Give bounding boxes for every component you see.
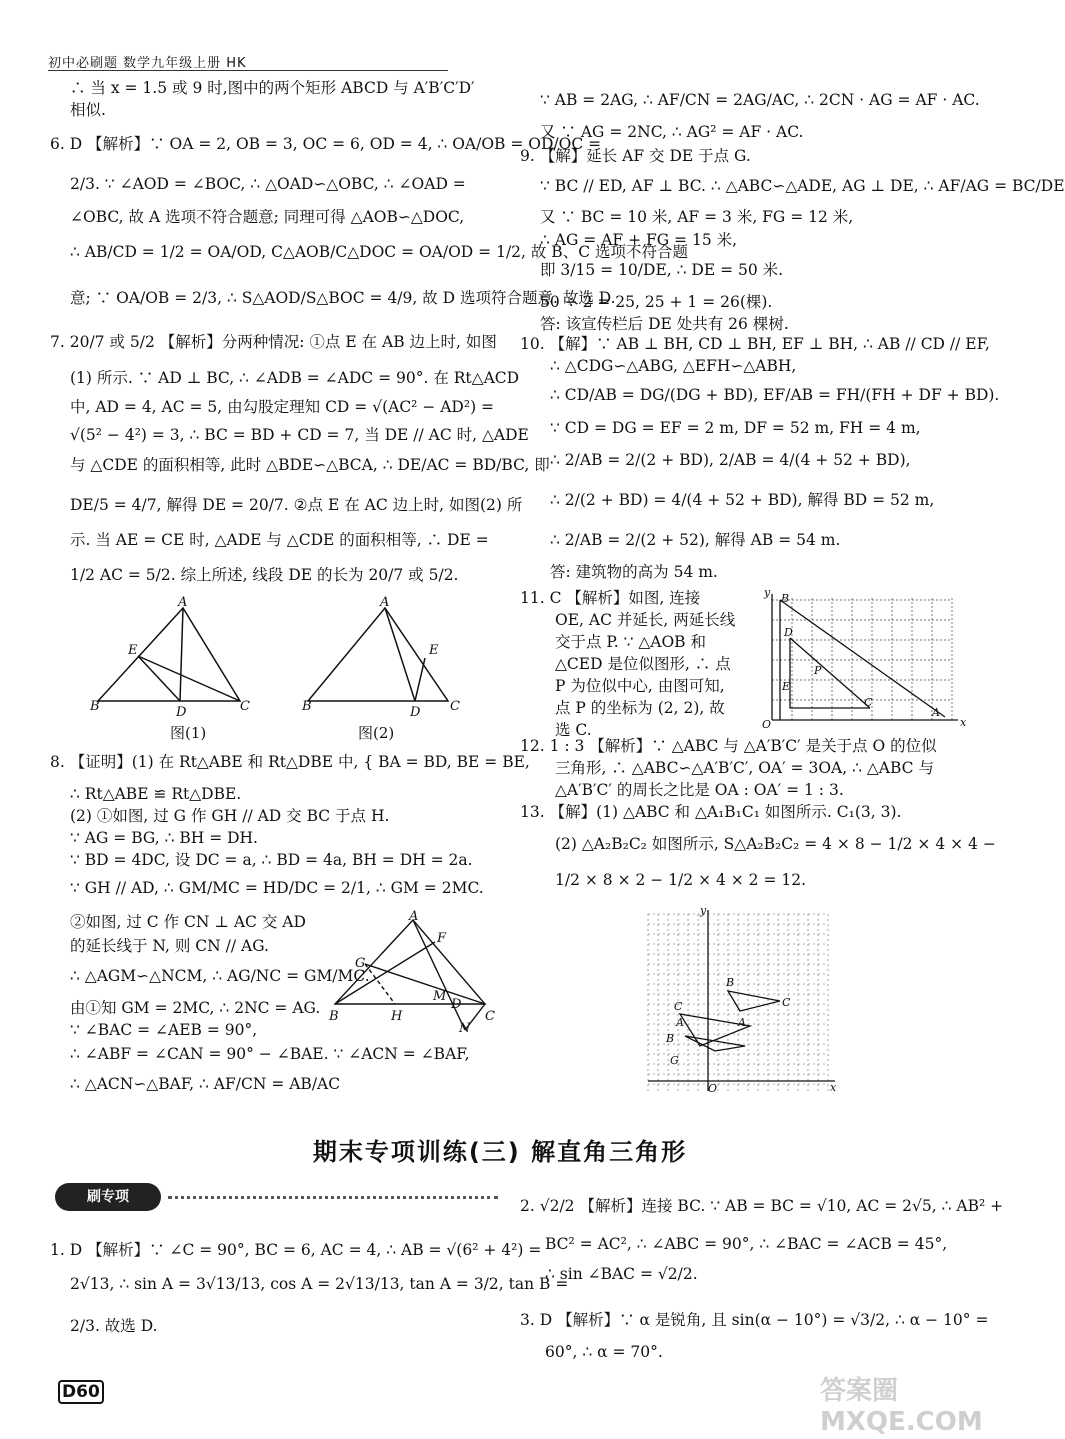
text-line: ∴ 当 x = 1.5 或 9 时,图中的两个矩形 ABCD 与 A′B′C′D′ (70, 79, 475, 97)
svg-text:C: C (240, 699, 250, 714)
svg-text:B: B (666, 1032, 675, 1045)
text-line: DE/5 = 4/7, 解得 DE = 20/7. ②点 E 在 AC 边上时, 如图(2) 所 (70, 496, 523, 514)
text-line: 60°, ∴ α = 70°. (545, 1343, 663, 1361)
text-line: ∴ AB/CD = 1/2 = OA/OD, C△AOB/C△DOC = OA/OD = 1/2, 故 B、C 选项不符合题 (70, 243, 688, 261)
svg-text:A: A (676, 1016, 684, 1029)
page-header: 初中必刷题 数学九年级上册 HK (48, 56, 247, 71)
svg-text:E: E (128, 643, 138, 658)
header-rule (48, 70, 448, 71)
text-line: 1. D 【解析】∵ ∠C = 90°, BC = 6, AC = 4, ∴ AB = √(6² + 4²) = (50, 1241, 542, 1259)
text-line: 6. D 【解析】∵ OA = 2, OB = 3, OC = 6, OD = 4, ∴ OA/OB = OD/OC = (50, 135, 602, 153)
text-line: ∴ 2/AB = 2/(2 + 52), 解得 AB = 54 m. (550, 531, 841, 549)
problem-8-figure (325, 909, 500, 1036)
svg-text:E: E (782, 680, 791, 693)
svg-text:P: P (814, 664, 822, 677)
svg-text:A: A (738, 1016, 746, 1029)
text-line: 2√13, ∴ sin A = 3√13/13, cos A = 2√13/13, tan A = 3/2, tan B = (70, 1275, 569, 1293)
text-line: BC² = AC², ∴ ∠ABC = 90°, ∴ ∠BAC = ∠ACB = 45°, (545, 1235, 948, 1253)
svg-text:C: C (782, 996, 791, 1009)
text-line: 又 ∵ BC = 10 米, AF = 3 米, FG = 12 米, (540, 208, 854, 226)
dotted-divider (168, 1196, 498, 1199)
text-line: ∵ BD = 4DC, 设 DC = a, ∴ BD = 4a, BH = DH = 2a. (70, 851, 473, 869)
text-line: 11. C 【解析】如图, 连接 (520, 589, 701, 607)
text-line: 点 P 的坐标为 (2, 2), 故 (555, 699, 725, 717)
svg-text:A: A (409, 909, 419, 924)
svg-text:M: M (433, 989, 447, 1004)
text-line: (2) ①如图, 过 G 作 GH // AD 交 BC 于点 H. (70, 807, 390, 825)
svg-text:x: x (960, 716, 967, 729)
svg-text:y: y (700, 904, 707, 917)
figure-caption: 图(2) (358, 724, 395, 742)
text-line: 相似. (70, 101, 106, 119)
text-line: 意; ∵ OA/OB = 2/3, ∴ S△AOD/S△BOC = 4/9, 故 D 选项符合题意. 故选 D. (70, 289, 616, 307)
figure-caption: 图(1) (170, 724, 207, 742)
text-line: OE, AC 并延长, 两延长线 (555, 611, 736, 629)
text-line: 2/3. 故选 D. (70, 1317, 158, 1335)
page-number: D60 (58, 1380, 104, 1404)
text-line: 2. √2/2 【解析】连接 BC. ∵ AB = BC = √10, AC = 2√5, ∴ AB² + (520, 1197, 1004, 1215)
text-line: 答: 建筑物的高为 54 m. (550, 563, 718, 581)
svg-text:B: B (726, 976, 735, 989)
svg-text:B: B (781, 592, 790, 605)
text-line: P 为位似中心, 由图可知, (555, 677, 725, 695)
svg-text:A: A (178, 595, 188, 610)
text-line: 由①知 GM = 2MC, ∴ 2NC = AG. (70, 999, 321, 1017)
text-line: ②如图, 过 C 作 CN ⊥ AC 交 AD (70, 913, 306, 931)
text-line: 12. 1 : 3 【解析】∵ △ABC 与 △A′B′C′ 是关于点 O 的位似 (520, 737, 937, 755)
svg-text:B: B (90, 699, 100, 714)
text-line: 2/3. ∵ ∠AOD = ∠BOC, ∴ △OAD∽△OBC, ∴ ∠OAD = (70, 175, 466, 193)
text-line: ∵ GH // AD, ∴ GM/MC = HD/DC = 2/1, ∴ GM = 2MC. (70, 879, 484, 897)
text-line: 选 C. (555, 721, 592, 739)
text-line: 与 △CDE 的面积相等, 此时 △BDE∽△BCA, ∴ DE/AC = BD/BC, 即 (70, 456, 550, 474)
text-line: ∴ sin ∠BAC = √2/2. (545, 1265, 698, 1283)
svg-text:C: C (864, 696, 873, 709)
svg-text:N: N (459, 1021, 471, 1036)
text-line: ∴ 2/AB = 2/(2 + BD), 2/AB = 4/(4 + 52 + BD), (550, 451, 911, 469)
svg-text:A: A (380, 595, 390, 610)
section-badge: 刷专项 (55, 1183, 161, 1211)
text-line: 中, AD = 4, AC = 5, 由勾股定理知 CD = √(AC² − AD²) = (70, 398, 495, 416)
text-line: 7. 20/7 或 5/2 【解析】分两种情况: ①点 E 在 AB 边上时, 如图 (50, 333, 497, 351)
section-title: 期末专项训练(三) 解直角三角形 (312, 1138, 688, 1166)
text-line: ∵ CD = DG = EF = 2 m, DF = 52 m, FH = 4 m, (550, 419, 921, 437)
text-line: (2) △A₂B₂C₂ 如图所示, S△A₂B₂C₂ = 4 × 8 − 1/2 × 4 × 4 − (555, 835, 996, 853)
svg-text:C: C (485, 1009, 495, 1024)
svg-text:G: G (355, 956, 366, 971)
text-line: 3. D 【解析】∵ α 是锐角, 且 sin(α − 10°) = √3/2, ∴ α − 10° = (520, 1311, 989, 1329)
text-line: ∴ CD/AB = DG/(DG + BD), EF/AB = FH/(FH + DF + BD). (550, 386, 1000, 404)
watermark: 答案圈 MXQE.COM (820, 1376, 983, 1437)
text-line: 三角形, ∴ △ABC∽△A′B′C′, OA′ = 3OA, ∴ △ABC 与 (555, 759, 934, 777)
text-line: ∵ AB = 2AG, ∴ AF/CN = 2AG/AC, ∴ 2CN · AG = AF · AC. (540, 91, 980, 109)
text-line: △CED 是位似图形, ∴ 点 (555, 655, 731, 673)
svg-text:D: D (176, 705, 187, 720)
svg-text:F: F (437, 931, 447, 946)
svg-text:H: H (391, 1009, 403, 1024)
svg-text:C: C (450, 699, 460, 714)
text-line: ∵ BC // ED, AF ⊥ BC. ∴ △ABC∽△ADE, AG ⊥ DE, ∴ AF/AG = BC/DE (540, 177, 1065, 195)
text-line: 又 ∵ AG = 2NC, ∴ AG² = AF · AC. (540, 123, 804, 141)
problem-13-graph (640, 906, 840, 1096)
svg-text:G: G (670, 1054, 679, 1067)
svg-text:O: O (708, 1082, 718, 1095)
text-line: 1/2 AC = 5/2. 综上所述, 线段 DE 的长为 20/7 或 5/2. (70, 566, 459, 584)
svg-text:C: C (674, 1000, 683, 1013)
svg-text:D: D (451, 997, 462, 1012)
svg-text:D: D (784, 626, 793, 639)
text-line: 交于点 P. ∵ △AOB 和 (555, 633, 706, 651)
svg-text:D: D (410, 705, 421, 720)
text-line: 的延长线于 N, 则 CN // AG. (70, 937, 269, 955)
svg-text:x: x (830, 1081, 837, 1094)
text-line: 即 3/15 = 10/DE, ∴ DE = 50 米. (540, 261, 784, 279)
text-line: ∴ △ACN∽△BAF, ∴ AF/CN = AB/AC (70, 1075, 341, 1093)
text-line: ∴ △AGM∽△NCM, ∴ AG/NC = GM/MC. (70, 967, 370, 985)
text-line: 50 ÷ 2 = 25, 25 + 1 = 26(棵). (540, 293, 773, 311)
svg-text:E: E (429, 643, 439, 658)
svg-text:y: y (764, 586, 771, 599)
text-line: ∴ 2/(2 + BD) = 4/(4 + 52 + BD), 解得 BD = 52 m, (550, 491, 935, 509)
text-line: 10. 【解】∵ AB ⊥ BH, CD ⊥ BH, EF ⊥ BH, ∴ AB // CD // EF, (520, 335, 990, 353)
text-line: ∠OBC, 故 A 选项不符合题意; 同理可得 △AOB∽△DOC, (70, 208, 465, 226)
text-line: △A′B′C′ 的周长之比是 OA : OA′ = 1 : 3. (555, 781, 844, 799)
text-line: √(5² − 4²) = 3, ∴ BC = BD + CD = 7, 当 DE // AC 时, △ADE (70, 426, 529, 444)
problem-11-graph (760, 586, 970, 731)
text-line: ∴ ∠ABF = ∠CAN = 90° − ∠BAE. ∵ ∠ACN = ∠BAF, (70, 1045, 470, 1063)
text-line: 示. 当 AE = CE 时, △ADE 与 △CDE 的面积相等, ∴ DE = (70, 531, 489, 549)
text-line: ∵ AG = BG, ∴ BH = DH. (70, 829, 258, 847)
svg-text:O: O (762, 718, 772, 731)
text-line: 8. 【证明】(1) 在 Rt△ABE 和 Rt△DBE 中, { BA = BD, BE = BE, (50, 753, 530, 771)
triangle-figures (80, 596, 480, 746)
svg-text:A: A (932, 706, 940, 719)
text-line: ∵ ∠BAC = ∠AEB = 90°, (70, 1021, 258, 1039)
svg-text:B: B (329, 1009, 339, 1024)
text-line: (1) 所示. ∵ AD ⊥ BC, ∴ ∠ADB = ∠ADC = 90°. 在 Rt△ACD (70, 369, 520, 387)
text-line: 13. 【解】(1) △ABC 和 △A₁B₁C₁ 如图所示. C₁(3, 3). (520, 803, 902, 821)
text-line: 1/2 × 8 × 2 − 1/2 × 4 × 2 = 12. (555, 871, 807, 889)
text-line: ∴ △CDG∽△ABG, △EFH∽△ABH, (550, 357, 797, 375)
text-line: ∴ Rt△ABE ≌ Rt△DBE. (70, 785, 242, 803)
svg-text:B: B (302, 699, 312, 714)
text-line: ∴ AG = AF + FG = 15 米, (540, 231, 738, 249)
text-line: 答: 该宣传栏后 DE 处共有 26 棵树. (540, 315, 789, 333)
text-line: 9. 【解】延长 AF 交 DE 于点 G. (520, 147, 751, 165)
